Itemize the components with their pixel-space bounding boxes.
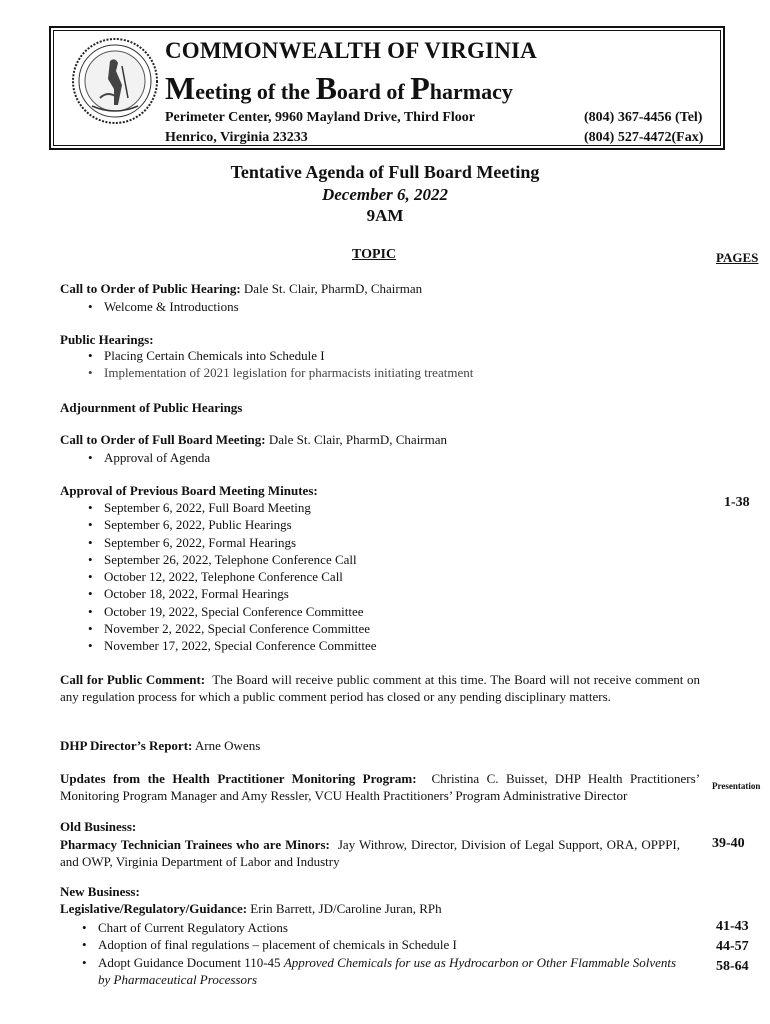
list-item: • Placing Certain Chemicals into Schedule I <box>82 347 473 364</box>
minutes-heading: Approval of Previous Board Meeting Minutes: <box>60 483 318 498</box>
pages-column-header: PAGES <box>716 250 759 265</box>
list-item: • November 17, 2022, Special Conference Committee <box>82 637 377 654</box>
new-business-pages-3: 58-64 <box>716 959 749 974</box>
header-address-line2: Henrico, Virginia 23233 <box>165 130 308 145</box>
agenda-time: 9AM <box>366 206 404 225</box>
minutes-pages: 1-38 <box>724 495 750 510</box>
list-item: • September 6, 2022, Public Hearings <box>82 516 377 533</box>
list-item: • October 19, 2022, Special Conference Committee <box>82 603 377 620</box>
old-business-paragraph: Pharmacy Technician Trainees who are Minors: Jay Withrow, Director, Division of Legal Support, ORA, OPPPI, and OWP, Virginia Department of Labor and Industry <box>60 837 681 869</box>
new-business-list <box>76 919 686 988</box>
adjournment-heading: Adjournment of Public Hearings <box>60 400 243 415</box>
list-item: • September 26, 2022, Telephone Conference Call <box>82 551 377 568</box>
list-item: • Implementation of 2021 legislation for pharmacists initiating treatment <box>82 364 473 381</box>
list-item: • Chart of Current Regulatory Actions <box>76 919 686 936</box>
list-item: • November 2, 2022, Special Conference Committee <box>82 620 377 637</box>
list-item: • Approval of Agenda <box>82 449 210 466</box>
hpmp-pages: Presentation <box>712 781 761 791</box>
public-hearings-heading: Public Hearings: <box>60 332 154 347</box>
dhp-report-heading: DHP Director’s Report: Arne Owens <box>60 738 261 753</box>
hpmp-paragraph: Updates from the Health Practitioner Monitoring Program: Christina C. Buisset, DHP Health Practitioners’ Monitoring Program Manager and Amy Ressler, VCU Health Practitioners’ Program Administrative Director <box>60 771 701 803</box>
header-fax: (804) 527-4472(Fax) <box>584 130 704 145</box>
minutes-list <box>82 499 377 655</box>
call-order-board-list <box>82 449 210 466</box>
new-business-pages-2: 44-57 <box>716 939 749 954</box>
list-item: • October 12, 2022, Telephone Conference Call <box>82 568 377 585</box>
list-item: • September 6, 2022, Full Board Meeting <box>82 499 377 516</box>
header-address-line1: Perimeter Center, 9960 Mayland Drive, Third Floor <box>165 110 476 125</box>
header-meeting-title: Meeting of the Board of Pharmacy <box>165 70 513 106</box>
public-comment-paragraph: Call for Public Comment: The Board will receive public comment at this time. The Board will not receive comment on any regulation process for which a public comment period has closed or any pending disciplinary matters. <box>60 672 701 704</box>
list-item: • September 6, 2022, Formal Hearings <box>82 534 377 551</box>
call-order-hearing-list <box>82 298 239 315</box>
new-business-pages-1: 41-43 <box>716 919 749 934</box>
virginia-seal-icon <box>70 36 160 126</box>
list-item: • Adopt Guidance Document 110-45 Approved Chemicals for use as Hydrocarbon or Other Flammable Solvents by Pharmaceutical Processors <box>76 954 686 988</box>
new-business-heading: New Business: <box>60 884 140 899</box>
call-order-board-heading: Call to Order of Full Board Meeting: Dale St. Clair, PharmD, Chairman <box>60 432 448 447</box>
old-business-heading: Old Business: <box>60 819 137 834</box>
new-business-subheading: Legislative/Regulatory/Guidance: Erin Barrett, JD/Caroline Juran, RPh <box>60 901 442 916</box>
header-tel: (804) 367-4456 (Tel) <box>584 110 703 125</box>
topic-column-header: TOPIC <box>352 247 397 262</box>
agenda-date: December 6, 2022 <box>321 185 449 204</box>
list-item: • Adoption of final regulations – placement of chemicals in Schedule I <box>76 936 686 953</box>
list-item: • October 18, 2022, Formal Hearings <box>82 585 377 602</box>
list-item: • Welcome & Introductions <box>82 298 239 315</box>
call-order-hearing-heading: Call to Order of Public Hearing: Dale St. Clair, PharmD, Chairman <box>60 281 423 296</box>
public-hearings-list <box>82 347 473 382</box>
header-commonwealth: COMMONWEALTH OF VIRGINIA <box>165 38 537 63</box>
agenda-title: Tentative Agenda of Full Board Meeting <box>230 162 540 182</box>
old-business-pages: 39-40 <box>712 836 745 851</box>
